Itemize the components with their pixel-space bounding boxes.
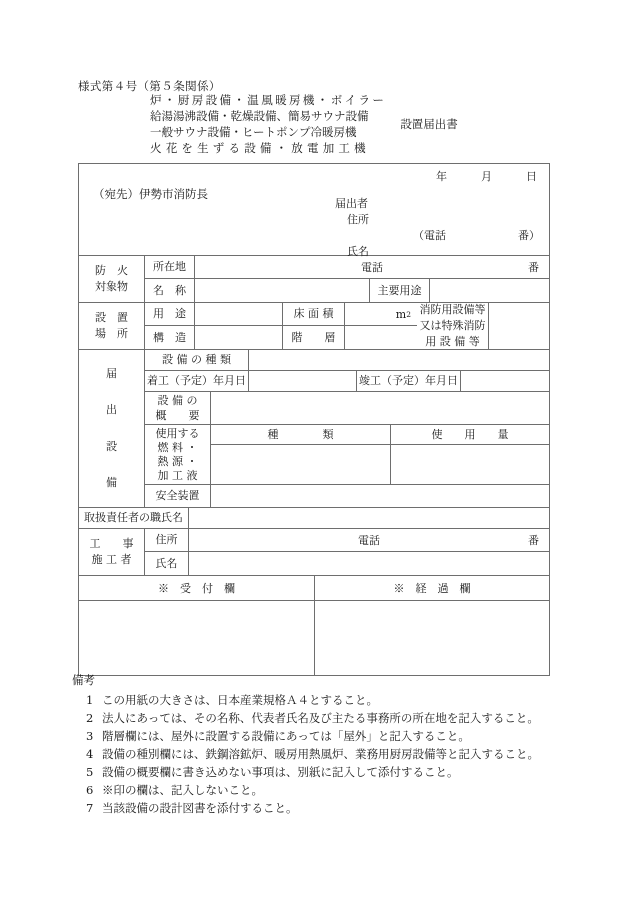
remark-item <box>72 763 572 781</box>
date-month-label: 月 <box>481 170 492 183</box>
fuel-kind-input[interactable] <box>211 445 391 484</box>
submitter-name-label: 氏名 <box>347 245 369 258</box>
submitter-tel-label: （電話 <box>413 229 446 242</box>
notified-equipment-group <box>79 350 549 508</box>
remark-text: 当該設備の設計図書を添付すること。 <box>102 801 298 815</box>
location-label: 所在地 <box>145 256 195 278</box>
equipment-outline-label-line2: 概 要 <box>155 409 200 422</box>
responsible-person-label: 取扱責任者の職氏名 <box>79 508 189 528</box>
official-panels-body <box>79 601 549 675</box>
table-row <box>145 425 549 485</box>
contractor-address-label: 住所 <box>145 529 189 551</box>
notified-equipment-label-char-3: 設 <box>106 439 117 453</box>
form-code: 様式第４号（第５条関係） <box>78 79 221 93</box>
use-input[interactable] <box>195 303 283 325</box>
name-label: 名 称 <box>145 279 195 302</box>
fire-equipment-label-line2: 又は特殊消防 <box>419 319 486 332</box>
fuel-source-label-line1: 使用する <box>155 426 200 440</box>
remark-item <box>72 691 572 709</box>
table-row <box>145 485 549 507</box>
submitter-address-label: 住所 <box>347 213 369 226</box>
fire-equipment-label-line1: 消防用設備等 <box>419 303 486 316</box>
table-row <box>79 508 549 529</box>
fuel-amount-input[interactable] <box>391 445 549 484</box>
remark-text: この用紙の大きさは、日本産業規格Ａ４とすること。 <box>102 693 378 707</box>
fire-prevention-object-label <box>79 256 145 302</box>
fire-prevention-object-label-line1: 防 火 <box>95 264 128 277</box>
location-tel-group <box>195 256 549 278</box>
contractor-tel-suffix: 番 <box>528 534 539 547</box>
remark-item <box>72 727 572 745</box>
title-line-group <box>150 92 386 156</box>
title-line-3: 一般サウナ設備・ヒートポンプ冷暖房機 <box>150 125 357 139</box>
table-row <box>145 529 549 552</box>
fuel-source-label <box>145 425 211 484</box>
finish-date-label: 竣工（予定）年月日 <box>357 371 461 391</box>
fire-prevention-object-rows <box>145 256 549 302</box>
remark-number: 7 <box>86 801 94 815</box>
submitter-tel-suffix: 番） <box>518 229 540 242</box>
equipment-type-label: 設 備 の 種 類 <box>145 350 249 370</box>
installation-site-label-line1: 設 置 <box>95 311 128 324</box>
structure-label: 構 造 <box>145 326 195 349</box>
fuel-source-label-line2: 燃 料 ・ <box>157 440 198 454</box>
fuel-source-label-line3: 熱 源 ・ <box>157 454 198 468</box>
remark-number: 5 <box>86 765 94 779</box>
responsible-person-input[interactable] <box>189 508 549 528</box>
submitter-block <box>335 196 540 260</box>
table-row <box>145 279 549 302</box>
notified-equipment-label <box>79 350 145 507</box>
addressee-block <box>79 164 549 256</box>
remark-number: 6 <box>86 783 94 797</box>
location-tel-label: 電話 <box>361 261 383 274</box>
date-line <box>436 168 537 184</box>
table-row <box>211 425 549 445</box>
equipment-type-input[interactable] <box>249 350 549 370</box>
table-row <box>145 371 549 392</box>
start-date-label: 着工（予定）年月日 <box>145 371 249 391</box>
table-row <box>145 326 417 349</box>
date-year-label: 年 <box>436 170 447 183</box>
fire-equipment-label <box>417 303 489 349</box>
contractor-label-line2: 施 工 者 <box>91 553 132 566</box>
floor-area-input[interactable] <box>345 303 417 325</box>
use-label: 用 途 <box>145 303 195 325</box>
remark-item <box>72 781 572 799</box>
installation-site-group <box>79 303 549 350</box>
equipment-outline-label-line1: 設 備 の <box>157 394 198 407</box>
progress-panel-input[interactable] <box>315 601 549 675</box>
floor-area-label: 床 面 積 <box>283 303 345 325</box>
start-date-input[interactable] <box>249 371 357 391</box>
structure-input[interactable] <box>195 326 283 349</box>
location-input[interactable] <box>195 256 549 278</box>
title-line-4: 火花を生ずる設備・放電加工機 <box>150 141 370 155</box>
submitter-label: 届出者 <box>335 197 368 210</box>
contractor-name-input[interactable] <box>189 552 549 575</box>
floor-level-label: 階 層 <box>283 326 345 349</box>
contractor-label-line1: 工 事 <box>89 537 134 550</box>
location-tel-suffix: 番 <box>528 261 539 274</box>
notified-equipment-label-char-1: 届 <box>106 367 117 381</box>
fire-equipment-label-line3: 用 設 備 等 <box>425 335 480 348</box>
contractor-tel-group <box>189 529 549 551</box>
receipt-panel-input[interactable] <box>79 601 315 675</box>
contractor-group <box>79 529 549 576</box>
remarks-section <box>72 672 572 817</box>
remark-item <box>72 709 572 727</box>
form-table <box>78 163 550 676</box>
installation-site-label <box>79 303 145 349</box>
installation-site-rows <box>145 303 417 349</box>
remark-text: 階層欄には、屋外に設置する設備にあっては「屋外」と記入すること。 <box>102 729 470 743</box>
date-day-label: 日 <box>526 170 537 183</box>
document-title <box>150 92 458 156</box>
floor-level-input[interactable] <box>345 326 417 349</box>
floor-area-unit-exponent: 2 <box>406 309 411 319</box>
remark-text: 法人にあっては、その名称、代表者氏名及び主たる事務所の所在地を記入すること。 <box>102 711 539 725</box>
title-line-2: 給湯湯沸設備・乾燥設備、簡易サウナ設備 <box>150 109 369 123</box>
remark-text: 設備の概要欄に書き込めない事項は、別紙に記入して添付すること。 <box>102 765 459 779</box>
contractor-name-label: 氏名 <box>145 552 189 575</box>
remark-text: ※印の欄は、記入しないこと。 <box>102 783 263 797</box>
main-use-label: 主要用途 <box>370 279 430 302</box>
notified-equipment-label-char-2: 出 <box>106 403 117 417</box>
table-row <box>145 256 549 279</box>
remark-item <box>72 745 572 763</box>
contractor-rows <box>145 529 549 575</box>
notified-equipment-rows <box>145 350 549 507</box>
floor-area-unit-text: m <box>395 307 407 321</box>
fuel-source-table <box>211 425 549 484</box>
contractor-address-input[interactable] <box>189 529 549 551</box>
table-row <box>145 552 549 575</box>
main-use-input[interactable] <box>430 279 549 302</box>
equipment-outline-label <box>145 392 211 424</box>
fuel-source-label-line4: 加 工 液 <box>157 468 198 482</box>
title-line-1: 炉・厨房設備・温風暖房機・ボイラー <box>150 93 387 107</box>
remark-number: 3 <box>86 729 94 743</box>
fuel-amount-header: 使 用 量 <box>431 427 509 441</box>
official-panels-header <box>79 576 549 601</box>
contractor-label <box>79 529 145 575</box>
remarks-title: 備考 <box>72 673 95 687</box>
progress-panel-label: ※ 経 過 欄 <box>393 582 471 595</box>
contractor-tel-label: 電話 <box>358 534 380 547</box>
title-suffix: 設置届出書 <box>400 117 458 131</box>
submitter-tel-line <box>335 228 540 244</box>
table-row <box>145 392 549 425</box>
fire-equipment-input[interactable] <box>489 303 549 349</box>
remark-item <box>72 799 572 817</box>
table-row <box>145 350 549 371</box>
finish-date-input[interactable] <box>461 371 549 391</box>
remark-text: 設備の種別欄には、鉄鋼溶鉱炉、暖房用熱風炉、業務用厨房設備等と記入すること。 <box>102 747 539 761</box>
fuel-kind-header: 種 類 <box>211 425 391 444</box>
equipment-outline-input[interactable] <box>211 392 549 424</box>
addressee-label: （宛先）伊勢市消防長 <box>93 187 208 201</box>
fire-prevention-object-group <box>79 256 549 303</box>
fire-prevention-object-label-line2: 対象物 <box>95 280 128 293</box>
installation-site-label-line2: 場 所 <box>95 327 128 340</box>
remark-number: 4 <box>86 747 94 761</box>
notified-equipment-label-char-4: 備 <box>106 475 117 489</box>
name-input[interactable] <box>195 279 370 302</box>
table-row <box>211 445 549 484</box>
table-row <box>145 303 417 326</box>
remark-number: 1 <box>86 693 94 707</box>
safety-device-input[interactable] <box>211 485 549 507</box>
safety-device-label: 安全装置 <box>145 485 211 507</box>
remark-number: 2 <box>86 711 94 725</box>
receipt-panel-label: ※ 受 付 欄 <box>79 576 315 600</box>
floor-area-unit <box>345 308 417 321</box>
